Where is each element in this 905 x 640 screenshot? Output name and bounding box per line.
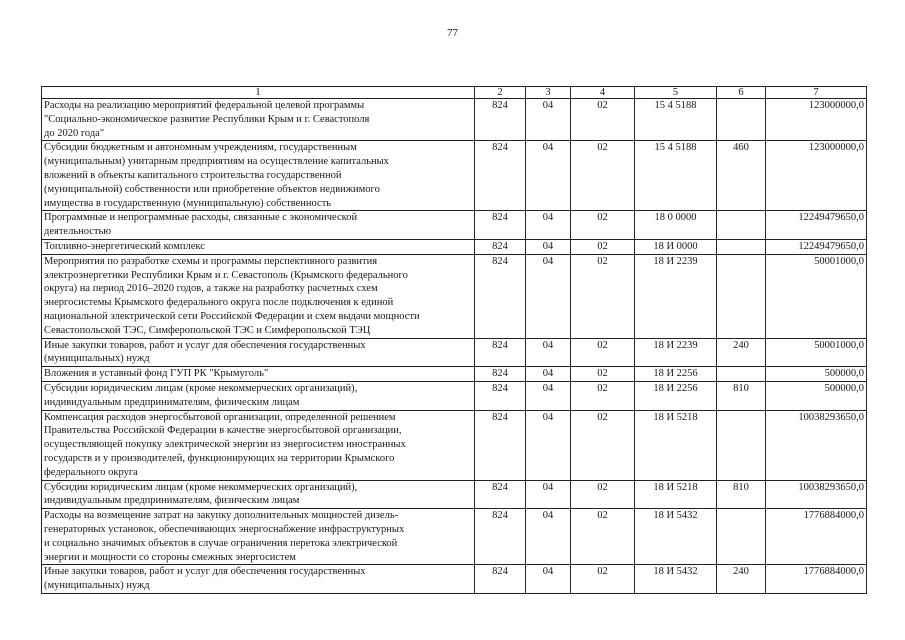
target-article-code: 18 И 2239	[635, 254, 717, 338]
target-article-code: 15 4 5188	[635, 141, 717, 211]
expense-type-code	[717, 239, 766, 254]
row-amount: 50001000,0	[766, 338, 867, 367]
table-row	[42, 338, 867, 367]
row-amount: 1776884000,0	[766, 565, 867, 594]
section-code: 04	[526, 367, 571, 382]
expense-type-code	[717, 254, 766, 338]
ministry-code: 824	[475, 254, 526, 338]
expense-type-code	[717, 211, 766, 240]
table-row	[42, 254, 867, 338]
table-row	[42, 565, 867, 594]
subsection-code: 02	[571, 367, 635, 382]
row-amount: 123000000,0	[766, 99, 867, 141]
header-col-3: 3	[526, 87, 571, 99]
row-amount: 123000000,0	[766, 141, 867, 211]
row-description: Программные и непрограммные расходы, связанные с экономической деятельностью	[42, 211, 475, 240]
section-code: 04	[526, 565, 571, 594]
table-row	[42, 509, 867, 565]
budget-table	[41, 86, 867, 594]
row-amount: 10038293650,0	[766, 480, 867, 509]
section-code: 04	[526, 410, 571, 480]
ministry-code: 824	[475, 381, 526, 410]
ministry-code: 824	[475, 367, 526, 382]
table-row	[42, 480, 867, 509]
table-row	[42, 410, 867, 480]
page-number: 77	[447, 27, 458, 39]
row-description: Субсидии юридическим лицам (кроме некоммерческих организаций), индивидуальным предпринимателям, физическим лицам	[42, 480, 475, 509]
target-article-code: 18 И 5432	[635, 565, 717, 594]
table-row	[42, 367, 867, 382]
target-article-code: 18 И 5218	[635, 480, 717, 509]
row-description: Мероприятия по разработке схемы и программы перспективного развития электроэнергетики Республики Крым и г. Севастополь (Крымского федерального округа) на период 2016–2020 годов, а также на разработку расчетных схем энергосистемы Крымского федерального округа после подключения к единой национальной электрической сети Российской Федерации и схем выдачи мощности Севастопольской ТЭС, Симферопольской ТЭС и Симферопольской ТЭЦ	[42, 254, 475, 338]
target-article-code: 18 И 2256	[635, 381, 717, 410]
row-amount: 500000,0	[766, 381, 867, 410]
table-row	[42, 211, 867, 240]
subsection-code: 02	[571, 254, 635, 338]
header-col-2: 2	[475, 87, 526, 99]
subsection-code: 02	[571, 509, 635, 565]
section-code: 04	[526, 141, 571, 211]
table-row	[42, 99, 867, 141]
header-col-4: 4	[571, 87, 635, 99]
section-code: 04	[526, 480, 571, 509]
target-article-code: 18 И 0000	[635, 239, 717, 254]
ministry-code: 824	[475, 99, 526, 141]
row-amount: 12249479650,0	[766, 211, 867, 240]
section-code: 04	[526, 239, 571, 254]
target-article-code: 15 4 5188	[635, 99, 717, 141]
subsection-code: 02	[571, 211, 635, 240]
row-description: Вложения в уставный фонд ГУП РК "Крымуголь"	[42, 367, 475, 382]
target-article-code: 18 И 2239	[635, 338, 717, 367]
row-amount: 1776884000,0	[766, 509, 867, 565]
header-col-6: 6	[717, 87, 766, 99]
row-description: Расходы на возмещение затрат на закупку дополнительных мощностей дизель- генераторных установок, обеспечивающих энергоснабжение инфраструктурных и социально значимых объектов в случае ограничения перетока электрической энергии и мощности со стороны смежных энергосистем	[42, 509, 475, 565]
subsection-code: 02	[571, 141, 635, 211]
table-row	[42, 239, 867, 254]
row-amount: 10038293650,0	[766, 410, 867, 480]
table-row	[42, 141, 867, 211]
expense-type-code: 460	[717, 141, 766, 211]
target-article-code: 18 И 2256	[635, 367, 717, 382]
ministry-code: 824	[475, 211, 526, 240]
row-description: Субсидии бюджетным и автономным учреждениям, государственным (муниципальным) унитарным предприятиям на осуществление капитальных вложений в объекты капитального строительства государственной (муниципальной) собственности или приобретение объектов недвижимого имущества в государственную (муниципальную) собственность	[42, 141, 475, 211]
section-code: 04	[526, 211, 571, 240]
expense-type-code	[717, 99, 766, 141]
row-description: Расходы на реализацию мероприятий федеральной целевой программы "Социально-экономическое развитие Республики Крым и г. Севастополя до 2020 года"	[42, 99, 475, 141]
subsection-code: 02	[571, 381, 635, 410]
header-col-7: 7	[766, 87, 867, 99]
section-code: 04	[526, 338, 571, 367]
ministry-code: 824	[475, 410, 526, 480]
row-description: Иные закупки товаров, работ и услуг для обеспечения государственных (муниципальных) нужд	[42, 338, 475, 367]
target-article-code: 18 И 5432	[635, 509, 717, 565]
expense-type-code	[717, 509, 766, 565]
row-amount: 12249479650,0	[766, 239, 867, 254]
subsection-code: 02	[571, 410, 635, 480]
subsection-code: 02	[571, 480, 635, 509]
expense-type-code	[717, 367, 766, 382]
subsection-code: 02	[571, 99, 635, 141]
expense-type-code: 240	[717, 338, 766, 367]
row-description: Иные закупки товаров, работ и услуг для обеспечения государственных (муниципальных) нужд	[42, 565, 475, 594]
expense-type-code: 810	[717, 381, 766, 410]
row-description: Субсидии юридическим лицам (кроме некоммерческих организаций), индивидуальным предпринимателям, физическим лицам	[42, 381, 475, 410]
subsection-code: 02	[571, 338, 635, 367]
section-code: 04	[526, 381, 571, 410]
target-article-code: 18 0 0000	[635, 211, 717, 240]
subsection-code: 02	[571, 239, 635, 254]
row-amount: 500000,0	[766, 367, 867, 382]
ministry-code: 824	[475, 239, 526, 254]
section-code: 04	[526, 99, 571, 141]
header-col-5: 5	[635, 87, 717, 99]
header-col-1: 1	[42, 87, 475, 99]
ministry-code: 824	[475, 509, 526, 565]
target-article-code: 18 И 5218	[635, 410, 717, 480]
subsection-code: 02	[571, 565, 635, 594]
section-code: 04	[526, 509, 571, 565]
expense-type-code: 810	[717, 480, 766, 509]
section-code: 04	[526, 254, 571, 338]
expense-type-code	[717, 410, 766, 480]
header-row	[42, 87, 867, 99]
ministry-code: 824	[475, 480, 526, 509]
row-description: Топливно-энергетический комплекс	[42, 239, 475, 254]
expense-type-code: 240	[717, 565, 766, 594]
row-amount: 50001000,0	[766, 254, 867, 338]
ministry-code: 824	[475, 565, 526, 594]
row-description: Компенсация расходов энергосбытовой организации, определенной решением Правительства Российской Федерации в качестве энергосбытовой организации, осуществляющей покупку электрической энергии из энергосистем иностранных государств и у производителей, функционирующих на территории Крымского федерального округа	[42, 410, 475, 480]
ministry-code: 824	[475, 141, 526, 211]
table-row	[42, 381, 867, 410]
ministry-code: 824	[475, 338, 526, 367]
